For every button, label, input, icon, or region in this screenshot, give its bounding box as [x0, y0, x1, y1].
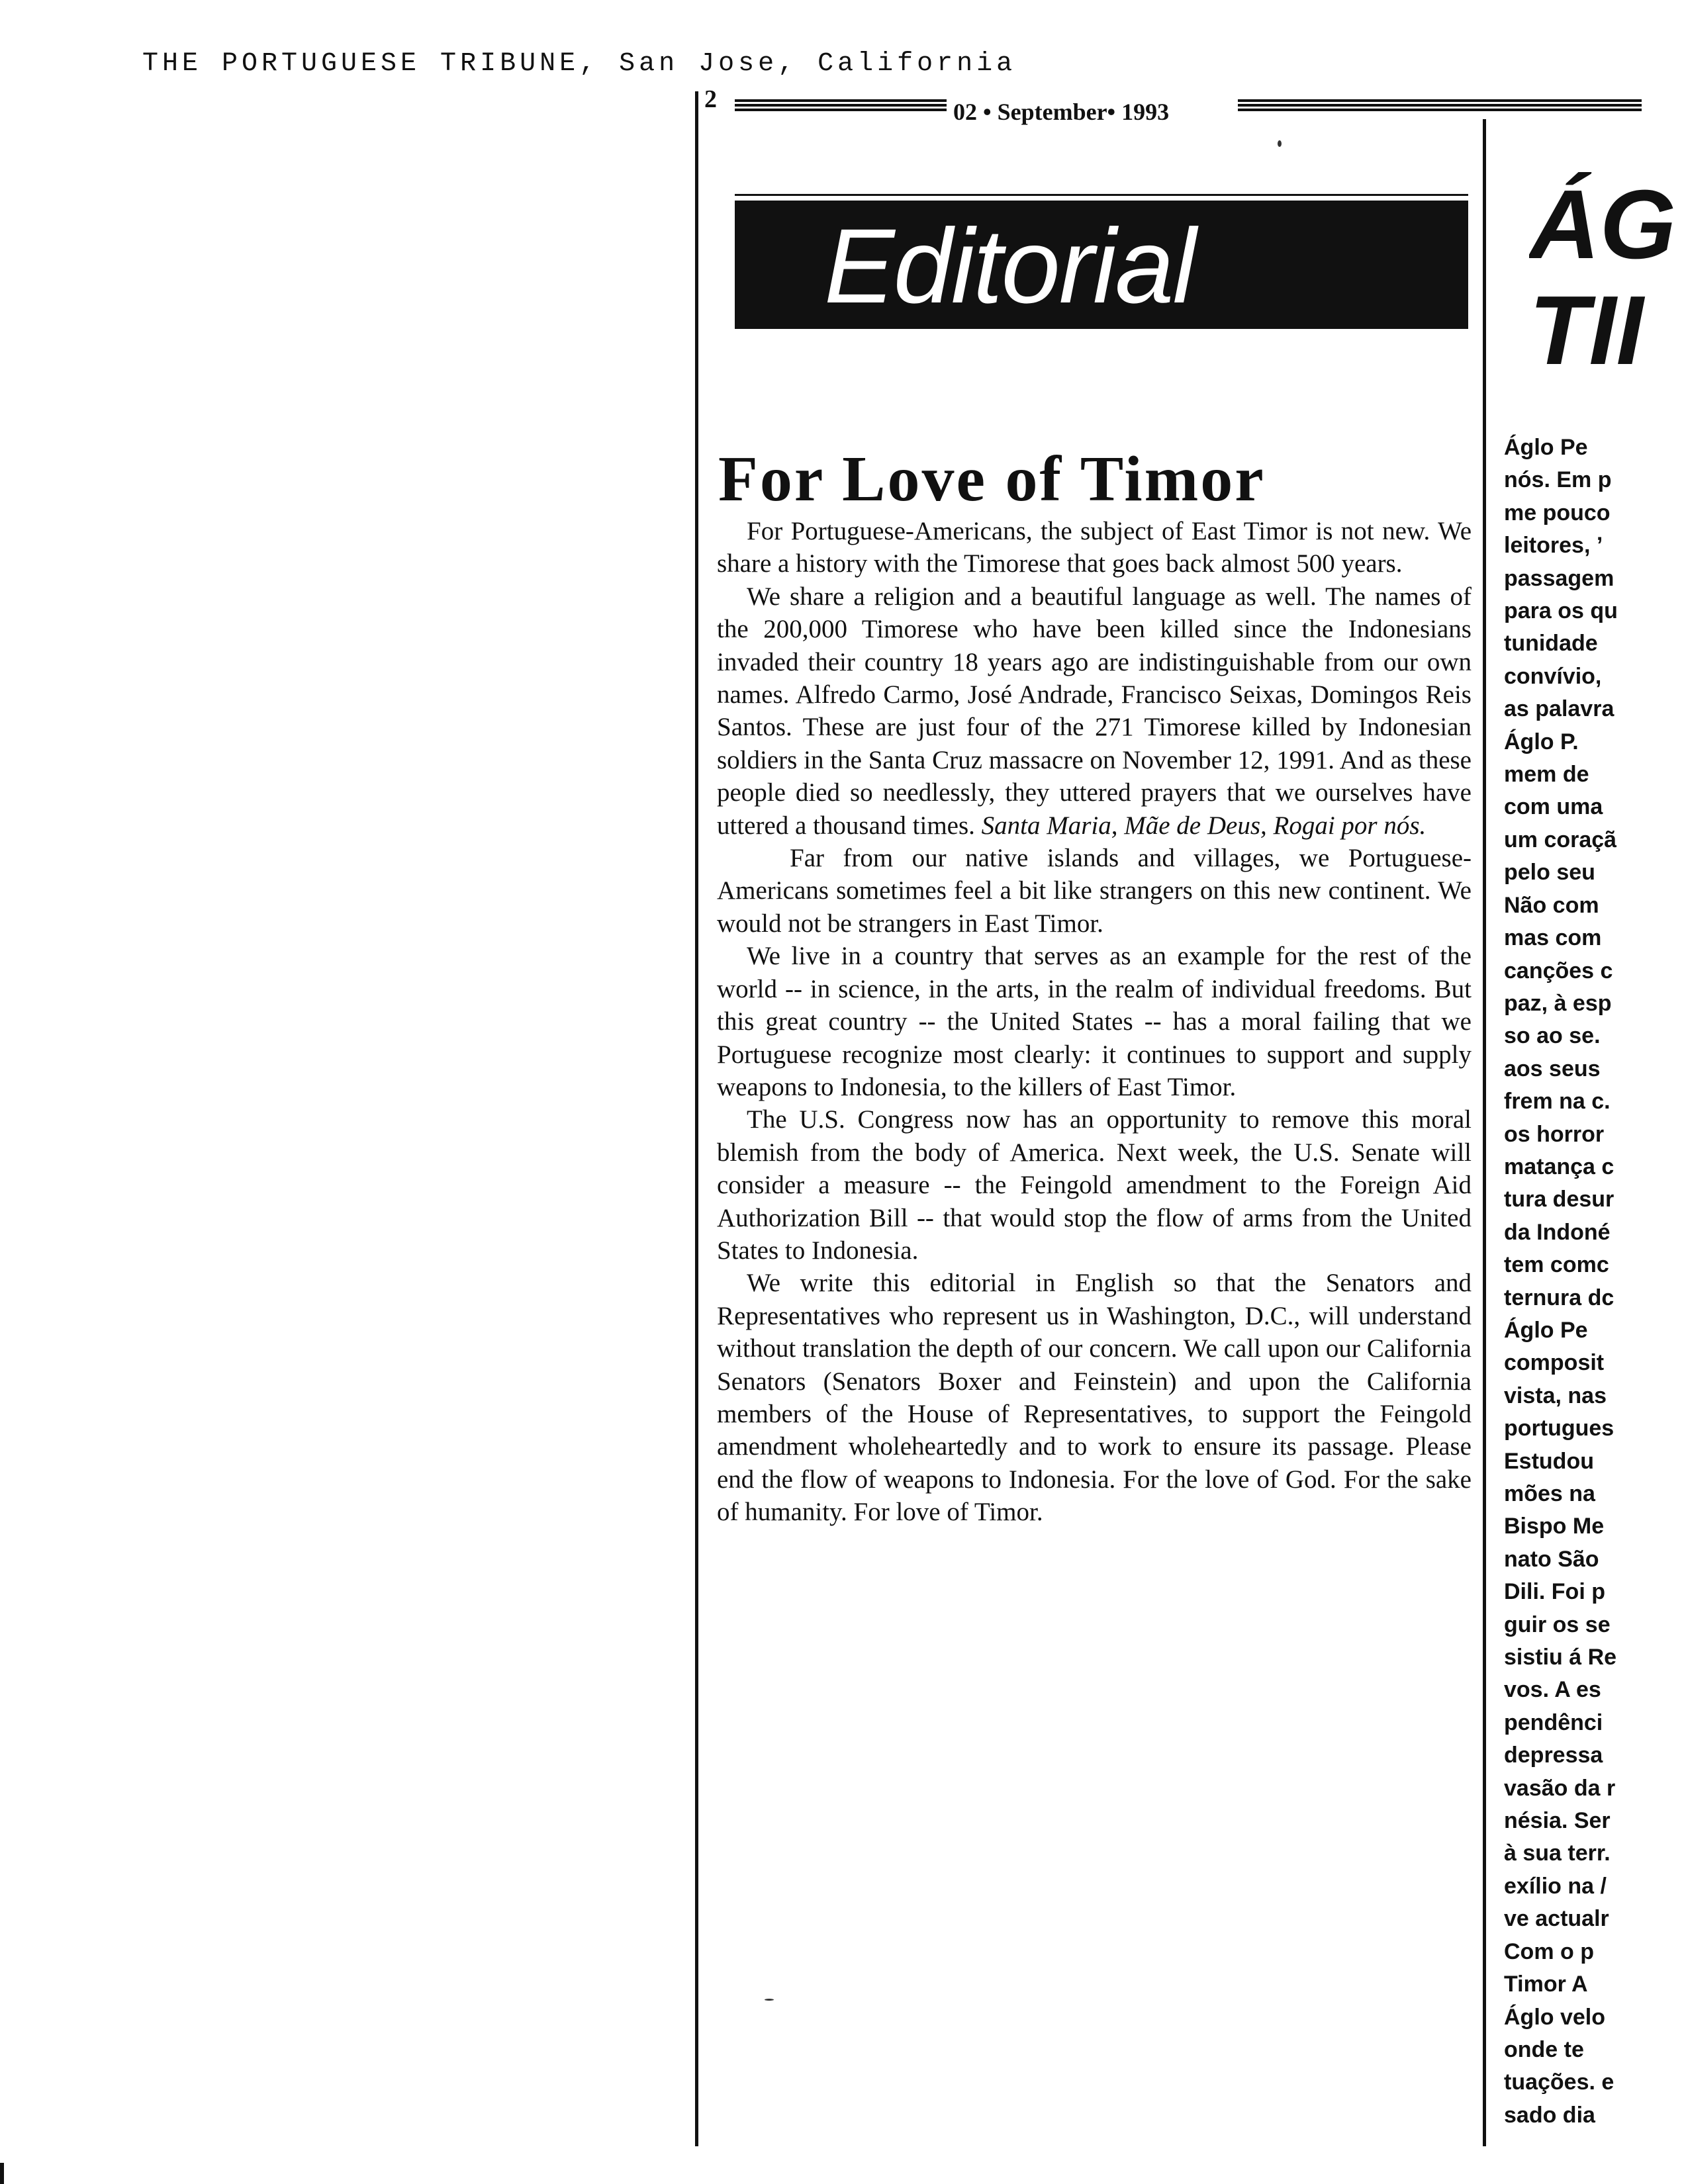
adjacent-column-line: nésia. Ser — [1504, 1808, 1611, 1834]
date-rule-left — [735, 99, 947, 111]
adjacent-column-line: frem na c. — [1504, 1089, 1611, 1115]
adjacent-column-line: tunidade — [1504, 631, 1598, 657]
adjacent-column-line: ternura dc — [1504, 1285, 1614, 1310]
adjacent-column-line: Áglo velo — [1504, 2004, 1606, 2030]
adjacent-column-line: Áglo Pe — [1504, 435, 1588, 460]
article-paragraph-6: We write this editorial in English so that the Senators and Representatives who represent us in Washington, D.C., will understand without translation the depth of our concern. We call upon our California Senators (Senators Boxer and Feinstein) and upon the California members of the House of Representatives, to support the Feingold amendment wholeheartedly and to work to ensure its passage. Please end the flow of weapons to Indonesia. For the love of God. For the sake of humanity. For love of Timor. — [717, 1269, 1472, 1527]
adjacent-column-line: Estudou — [1504, 1448, 1594, 1474]
article-headline: For Love of Timor — [718, 443, 1266, 515]
adjacent-column-line: os horror — [1504, 1121, 1605, 1147]
adjacent-column-line: tem comc — [1504, 1252, 1609, 1278]
scan-speck — [765, 1999, 774, 2001]
adjacent-column-line: Dili. Foi p — [1504, 1579, 1605, 1605]
adjacent-column-line: vasão da r — [1504, 1775, 1616, 1801]
adjacent-column-line: Com o p — [1504, 1938, 1594, 1964]
adjacent-column-line: leitores, ’ — [1504, 533, 1603, 559]
adjacent-column-line: nato São — [1504, 1546, 1599, 1572]
adjacent-column-line: Não com — [1504, 892, 1599, 918]
adjacent-column-line: Áglo P. — [1504, 729, 1579, 754]
editorial-banner-title: Editorial — [824, 206, 1195, 325]
editorial-banner — [735, 201, 1468, 329]
adjacent-column-line: um coraçã — [1504, 827, 1617, 852]
article-paragraph-1: For Portuguese-Americans, the subject of East Timor is not new. We share a history with the Timorese that goes back almost 500 years. — [717, 517, 1472, 578]
adjacent-column-line: paz, à esp — [1504, 990, 1612, 1016]
adjacent-column-line: sado dia — [1504, 2102, 1595, 2128]
adjacent-column-line: mem de — [1504, 762, 1589, 788]
adjacent-column-line: Bispo Me — [1504, 1514, 1605, 1539]
article-paragraph-5: The U.S. Congress now has an opportunity to remove this moral blemish from the body of America. Next week, the U.S. Senate will consider a measure -- the Feingold amendment to the Foreign Aid Authorization Bill -- that would stop the flow of arms from the United States to Indonesia. — [717, 1105, 1472, 1265]
adjacent-column-line: pelo seu — [1504, 860, 1595, 886]
page-left-rule — [695, 91, 698, 2146]
adjacent-column-line: vos. A es — [1504, 1677, 1601, 1703]
adjacent-headline — [1529, 172, 1681, 384]
adjacent-column-line: passagem — [1504, 565, 1614, 591]
adjacent-column-line: sistiu á Re — [1504, 1645, 1617, 1670]
adjacent-column-line: portugues — [1504, 1416, 1614, 1441]
adjacent-column-line: ve actualr — [1504, 1906, 1609, 1932]
adjacent-column-line: matança c — [1504, 1154, 1614, 1179]
adjacent-headline-line-1: ÁG — [1529, 172, 1676, 279]
newspaper-source-header: THE PORTUGUESE TRIBUNE, San Jose, California — [142, 49, 1017, 79]
adjacent-column-line: composit — [1504, 1350, 1605, 1376]
adjacent-column-line: Áglo Pe — [1504, 1317, 1588, 1343]
column-divider — [1483, 119, 1486, 2146]
article-paragraph-3: Far from our native islands and villages, we Portuguese-Americans sometimes feel a bit like strangers on this new continent. We would not be strangers in East Timor. — [717, 844, 1472, 938]
article-body — [717, 515, 1472, 1529]
adjacent-column-line: tura desur — [1504, 1187, 1614, 1212]
adjacent-column-line: nós. Em p — [1504, 467, 1612, 493]
adjacent-column-line: canções c — [1504, 958, 1613, 983]
adjacent-column-line: me pouco — [1504, 500, 1611, 525]
adjacent-headline-line-2: TII — [1529, 276, 1644, 384]
article-prayer-quote: Santa Maria, Mãe de Deus, Rogai por nós. — [981, 811, 1427, 840]
issue-date: 02 • September• 1993 — [953, 99, 1170, 125]
adjacent-column-line: exílio na / — [1504, 1873, 1607, 1899]
adjacent-column-line: tuações. e — [1504, 2070, 1614, 2095]
date-rule-right — [1238, 99, 1642, 111]
adjacent-column-line: Timor A — [1504, 1972, 1588, 1997]
date-bar — [728, 97, 1642, 113]
scan-speck — [1278, 140, 1282, 147]
adjacent-column-line: à sua terr. — [1504, 1841, 1611, 1866]
adjacent-column-line: convívio, — [1504, 663, 1602, 689]
adjacent-column-line: pendênci — [1504, 1709, 1603, 1735]
scan-edge-mark — [0, 2163, 4, 2184]
adjacent-column-line: mas com — [1504, 925, 1602, 951]
article-paragraph-4: We live in a country that serves as an example for the rest of the world -- in science, in the arts, in the realm of individual freedoms. But this great country -- the United States -- has a moral failing that we Portuguese recognize most clearly: it continues to support and supply weapons to Indonesia, to the killers of East Timor. — [717, 942, 1472, 1101]
adjacent-column-line: as palavra — [1504, 696, 1614, 722]
adjacent-column-line: para os qu — [1504, 598, 1618, 624]
adjacent-column-line: onde te — [1504, 2036, 1584, 2062]
adjacent-column-text — [1504, 432, 1684, 2132]
adjacent-column-line: guir os se — [1504, 1612, 1611, 1637]
adjacent-column-line: aos seus — [1504, 1056, 1601, 1081]
adjacent-column-line: com uma — [1504, 794, 1603, 820]
adjacent-column-line: vista, nas — [1504, 1383, 1607, 1408]
article-paragraph-2 — [717, 580, 1472, 842]
adjacent-column-line: da Indoné — [1504, 1219, 1611, 1245]
adjacent-column-line: mões na — [1504, 1481, 1595, 1506]
adjacent-column-line: depressa — [1504, 1743, 1603, 1768]
article-paragraph-2-text: We share a religion and a beautiful language as well. The names of the 200,000 Timorese who have been killed since the Indonesians invaded their country 18 years ago are indistinguishable from our own names. Alfredo Carmo, José Andrade, Francisco Seixas, Domingos Reis Santos. These are just four of the 271 Timorese killed by Indonesian soldiers in the Santa Cruz massacre on November 12, 1991. And as these people died so needlessly, they uttered prayers that we ourselves have uttered a thousand times. — [717, 582, 1472, 840]
page-number: 2 — [704, 85, 717, 113]
adjacent-column-line: so ao se. — [1504, 1023, 1601, 1049]
